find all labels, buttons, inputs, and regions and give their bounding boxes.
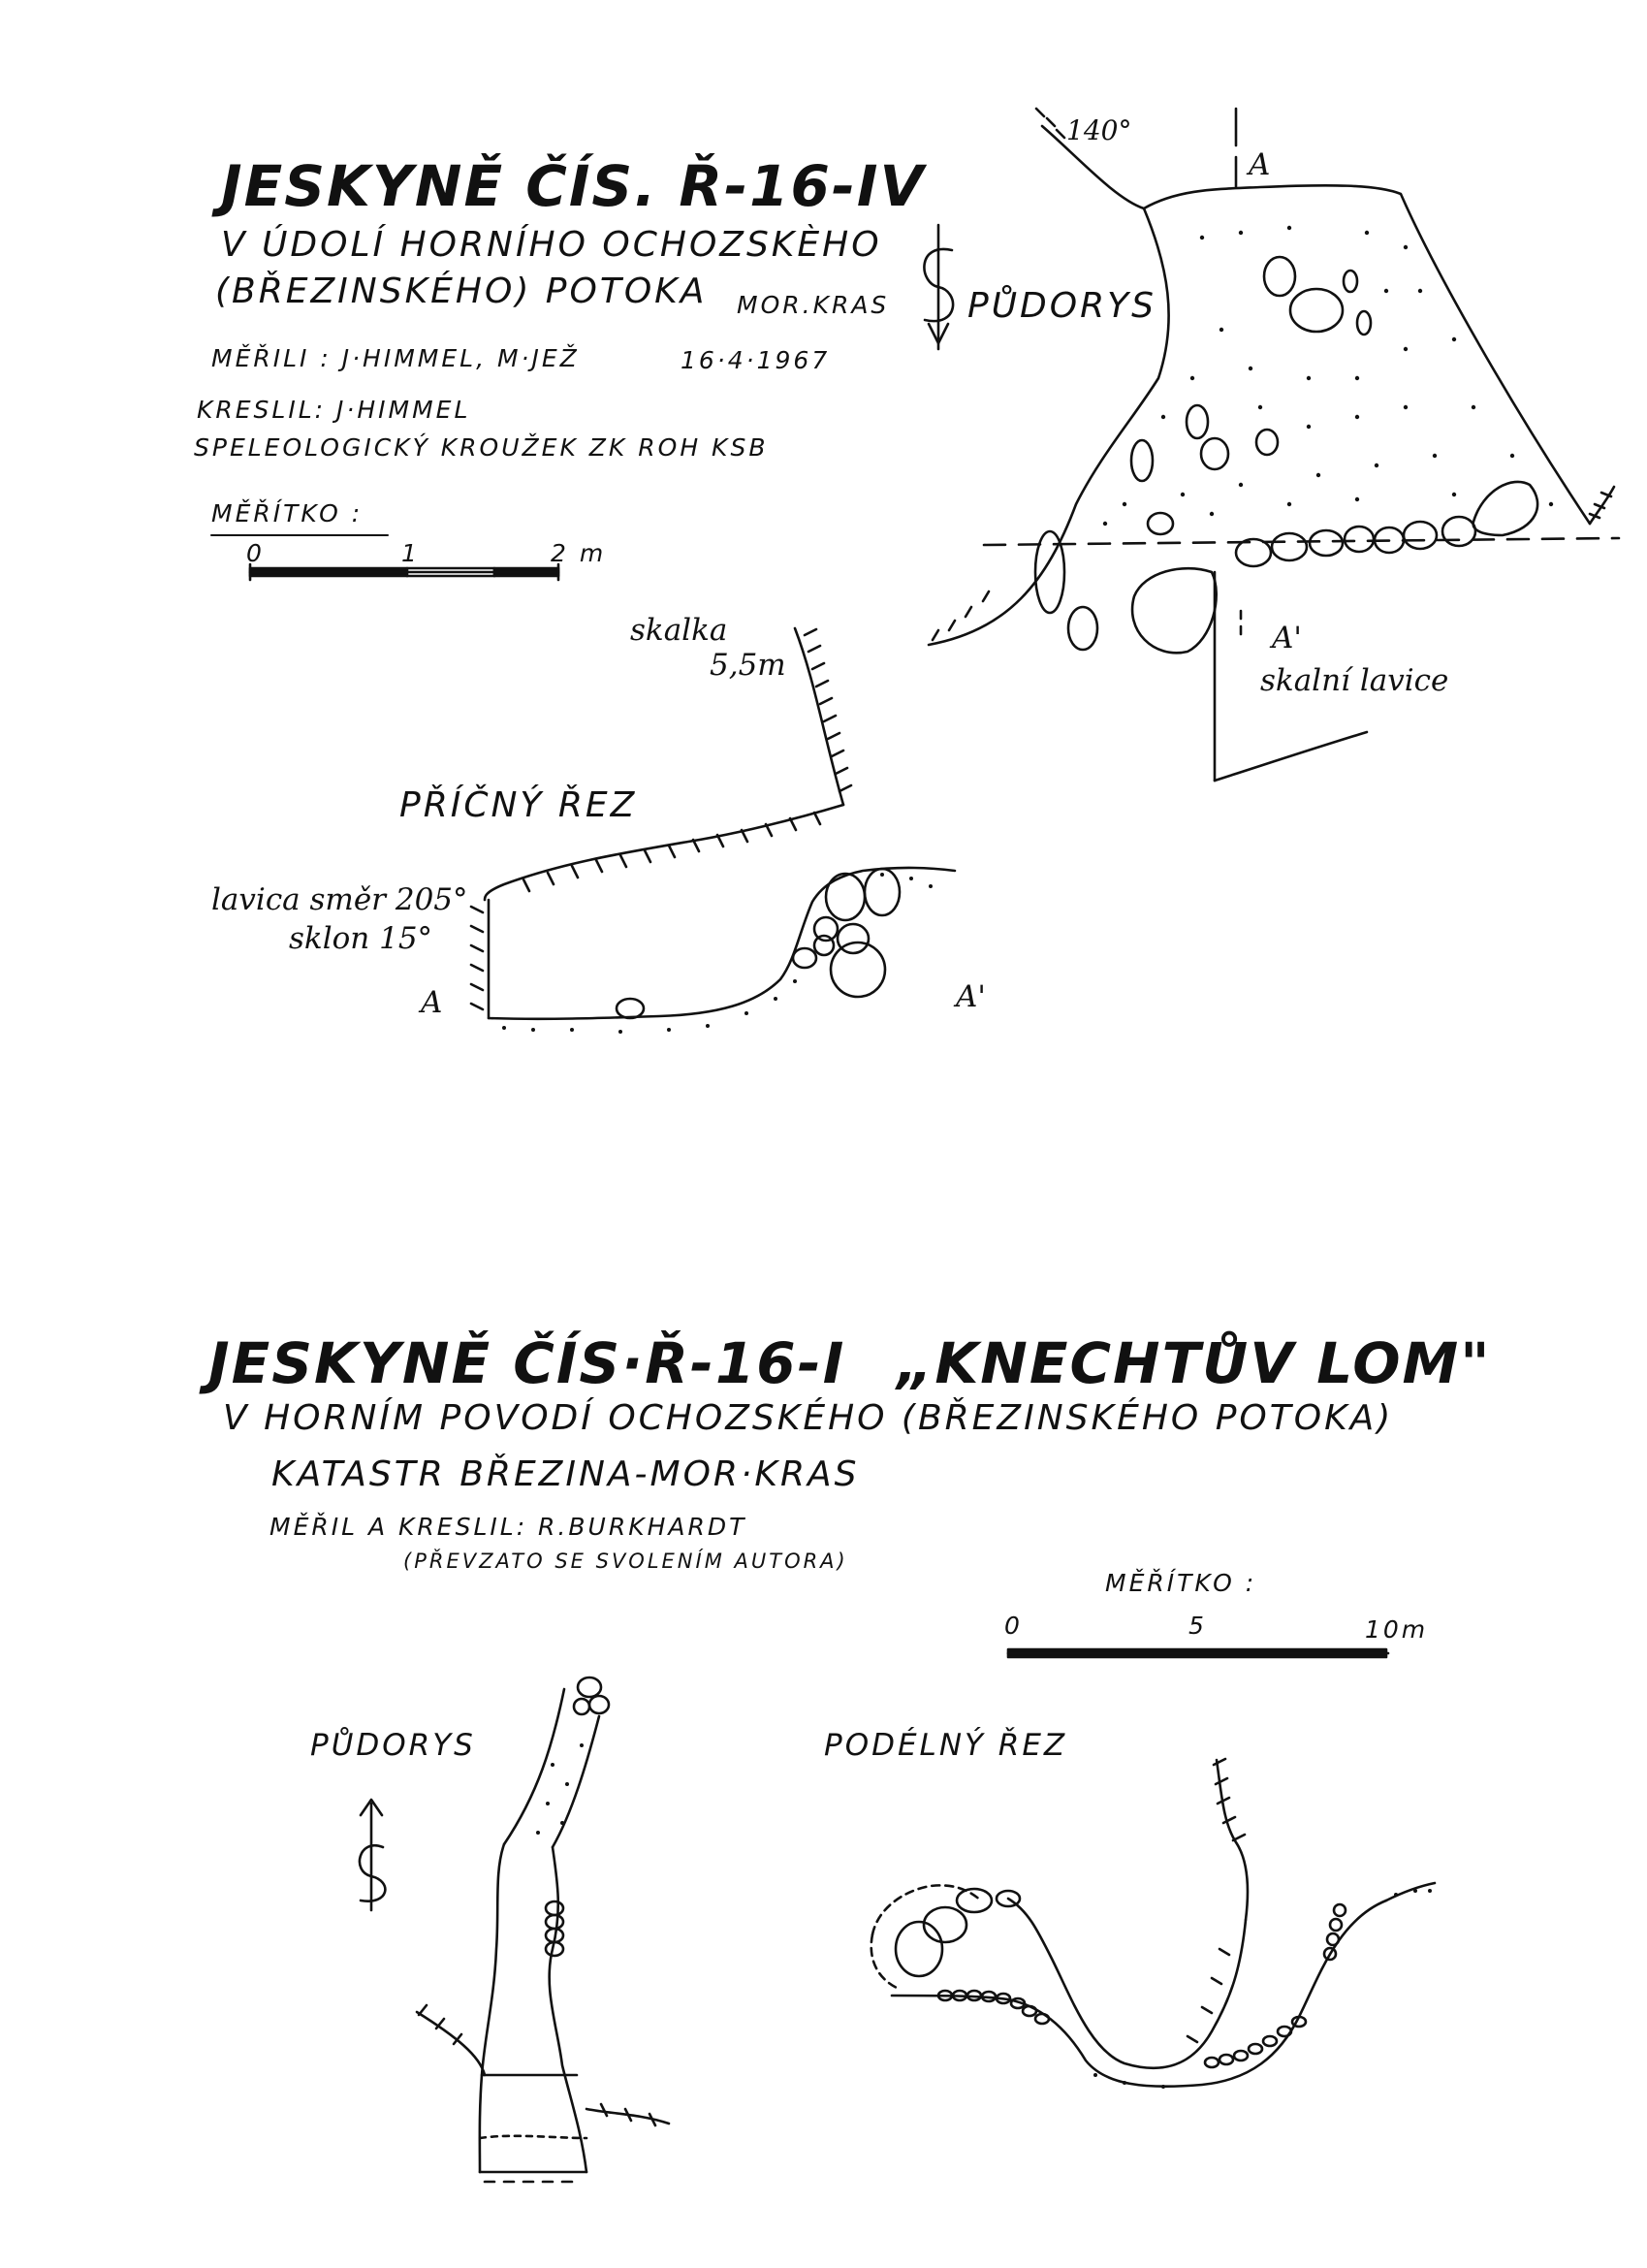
cave1-section-marker-a-prime: A' (1272, 621, 1302, 655)
cave1-organization: SPELEOLOGICKÝ KROUŽEK ZK ROH KSB (194, 433, 769, 462)
cave1-ledge-label: skalní lavice (1260, 663, 1449, 698)
cave2-profile-label: PODÉLNÝ ŘEZ (824, 1728, 1068, 1763)
cave1-measured-by: MĚŘILI : J·HIMMEL, M·JEŽ (211, 344, 580, 372)
cave2-scale-tick-0: 0 (1004, 1612, 1023, 1640)
cave1-bearing: 140° (1066, 114, 1132, 146)
cave2-name: „KNECHTŮV LOM" (897, 1330, 1492, 1396)
cave2-note: (PŘEVZATO SE SVOLENÍM AUTORA) (403, 1549, 848, 1573)
cave1-title: JESKYNĚ ČÍS. Ř-16-IV (221, 153, 926, 219)
cave2-cadastre: KATASTR BŘEZINA-MOR·KRAS (271, 1454, 860, 1494)
cave1-rock-label: skalka (630, 613, 728, 648)
cave1-section-marker-a: A (1249, 147, 1271, 182)
cave1-dip-label: sklon 15° (289, 921, 433, 956)
cave1-subtitle-line2: (BŘEZINSKÉHO) POTOKA (215, 272, 708, 311)
cave2-scale-label: MĚŘÍTKO : (1105, 1569, 1257, 1597)
cave1-drawn-by: KRESLIL: J·HIMMEL (197, 396, 471, 424)
cave1-rock-height: 5,5m (710, 648, 786, 683)
cave1-strike-label: lavica směr 205° (211, 882, 468, 917)
cave2-title: JESKYNĚ ČÍS·Ř-16-I (208, 1330, 846, 1396)
cave1-scale-tick-2: 2 m (551, 539, 607, 567)
cave1-plan-label: PŮDORYS (967, 286, 1156, 326)
cave1-cross-marker-a: A (421, 985, 443, 1020)
cave2-profile (871, 1759, 1435, 2087)
cave1-cross-marker-a-prime: A' (956, 979, 986, 1014)
sediment-dots (502, 226, 1553, 2089)
cave2-scale-tick-2: 10m (1365, 1615, 1429, 1644)
cave1-region: MOR.KRAS (737, 291, 890, 319)
cave2-scale-tick-1: 5 (1188, 1612, 1207, 1640)
cave2-location: V HORNÍM POVODÍ OCHOZSKÉHO (BŘEZINSKÉHO POTOKA) (223, 1398, 1394, 1438)
cave2-surveyed-by: MĚŘIL A KRESLIL: R.BURKHARDT (269, 1513, 747, 1541)
cave2-plan-label: PŮDORYS (310, 1728, 476, 1763)
cave1-scale-tick-1: 1 (401, 539, 420, 567)
cave1-cross-section-label: PŘÍČNÝ ŘEZ (399, 785, 638, 825)
cave1-date: 16·4·1967 (681, 346, 831, 374)
cave2-scale-bar (1008, 1649, 1388, 1657)
cave1-scale-tick-0: 0 (246, 539, 265, 567)
cave1-scale-label: MĚŘÍTKO : (211, 499, 364, 527)
cave1-subtitle-line1: V ÚDOLÍ HORNÍHO OCHOZSKÈHO (221, 225, 882, 265)
